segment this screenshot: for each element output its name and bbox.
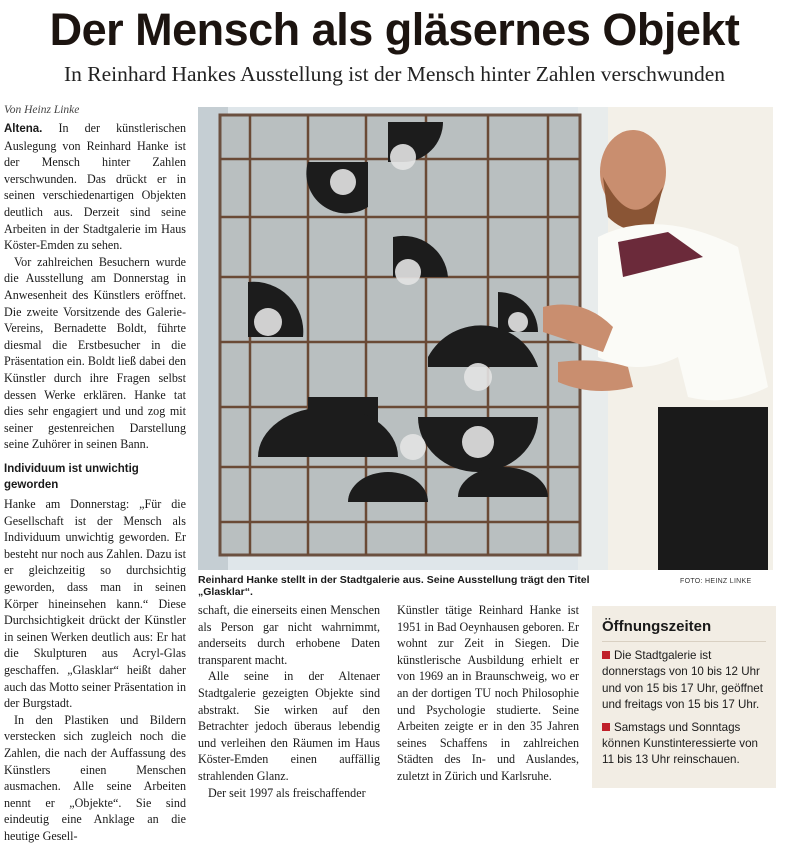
article-column-1 <box>4 120 186 843</box>
paragraph: Der seit 1997 als freischaffender <box>208 785 366 800</box>
paragraph: Künstler tätige Reinhard Hanke ist 1951 in Bad Oeynhausen geboren. Er wohnt zur Zeit in Siegen. Die künstlerische Ausbildung erhielt er von 1969 an in Braunschweig, wo er an der dortigen TU noch Philosophie und Psychologie studierte. Seine Arbeiten zeigte er in den 35 Jahren seines Schaffens in zahlreichen Städten des In- und Auslandes, zuletzt in Zürich und Karlsruhe. <box>397 603 579 783</box>
bullet-icon <box>602 723 610 731</box>
paragraph: Hanke am Donnerstag: „Für die Gesellschaft ist der Mensch als Individuum unwichtig geworden. Er besteht nur noch aus Zahlen. Dazu ist er gleichzeitig so durchsichtig geworden, dass man in seinen Körper hineinsehen kann.“ Diese Durchsichtigkeit drückt der Künstler in seinen Werken deutlich aus: Er hat die Skulpturen aus Acryl-Glas geschaffen. „Glasklar“ heißt daher auch das Motto seiner Präsentation in der Burgstadt. <box>4 497 186 711</box>
infobox-item-text: Die Stadtgalerie ist donnerstags von 10 bis 12 Uhr und von 15 bis 17 Uhr, geöffnet und freitags von 15 bis 17 Uhr. <box>602 649 763 712</box>
paragraph: Alle seine in der Altenaer Stadtgalerie gezeigten Objekte sind abstrakt. Sie wirken auf den Betrachter jedoch überaus lebendig und verleihen den Räumen im Haus Köster-Emden einen auffällig strahlenden Glanz. <box>198 669 380 783</box>
paragraph: Vor zahlreichen Besuchern wurde die Ausstellung am Donnerstag in Anwesenheit des Künstlers eröffnet. Die zweite Vorsitzende des Galerie-Vereins, Bernadette Boldt, führte diesmal die Erstbesucher in die Präsentation ein. Boldt ließ dabei den Künstler durch ihre Fragen selbst dessen Werke erklären. Hanke tat dies sehr engagiert und und zog mit seiner gestenreichen Darstellung seine Zuhörer in seinen Bann. <box>4 254 186 452</box>
article-column-2 <box>198 602 380 801</box>
section-subheading: Individuum ist unwichtig geworden <box>4 462 139 492</box>
photo-credit: FOTO: HEINZ LINKE <box>680 578 752 585</box>
bullet-icon <box>602 651 610 659</box>
byline: Von Heinz Linke <box>4 104 80 116</box>
infobox-title: Öffnungszeiten <box>602 618 766 642</box>
paragraph <box>4 120 186 254</box>
paragraph: In den Plastiken und Bildern verstecken sich zugleich noch die Zahlen, die nach der Auffassung des Künstlers einen Menschen ausmachen. Alle seine Arbeiten nennt er „Objekte“. Sie sind eindeutig eine Anklage an die heutige Gesell- <box>4 712 186 843</box>
infobox-item-text: Samstags und Sonntags können Kunstinteressierte von 11 bis 13 Uhr reinschauen. <box>602 720 758 767</box>
article-photo <box>198 107 773 570</box>
dateline: Altena. <box>4 123 43 135</box>
infobox-item <box>602 720 766 769</box>
opening-hours-box <box>592 606 776 788</box>
infobox-item <box>602 648 766 714</box>
paragraph-text: In der künstlerischen Auslegung von Reinhard Hanke ist der Mensch hinter Zahlen verschwunden. Das drückt er in seinen verschiedenartigen Objekten deutlich aus. Derzeit sind seine Arbeiten in der Stadtgalerie im Haus Köster-Emden zu sehen. <box>4 121 186 253</box>
headline: Der Mensch als gläsernes Objekt <box>49 4 740 55</box>
paragraph: schaft, die einerseits einen Menschen als Person gar nicht wahrnimmt, anderseits durch erhobene Daten transparent macht. <box>198 603 380 667</box>
article-column-3 <box>397 602 579 785</box>
photo-caption: Reinhard Hanke stellt in der Stadtgalerie aus. Seine Ausstellung trägt den Titel „Glasklar“. <box>198 574 590 598</box>
photo-illustration <box>198 107 773 570</box>
subheadline: In Reinhard Hankes Ausstellung ist der Mensch hinter Zahlen verschwunden <box>64 62 725 86</box>
